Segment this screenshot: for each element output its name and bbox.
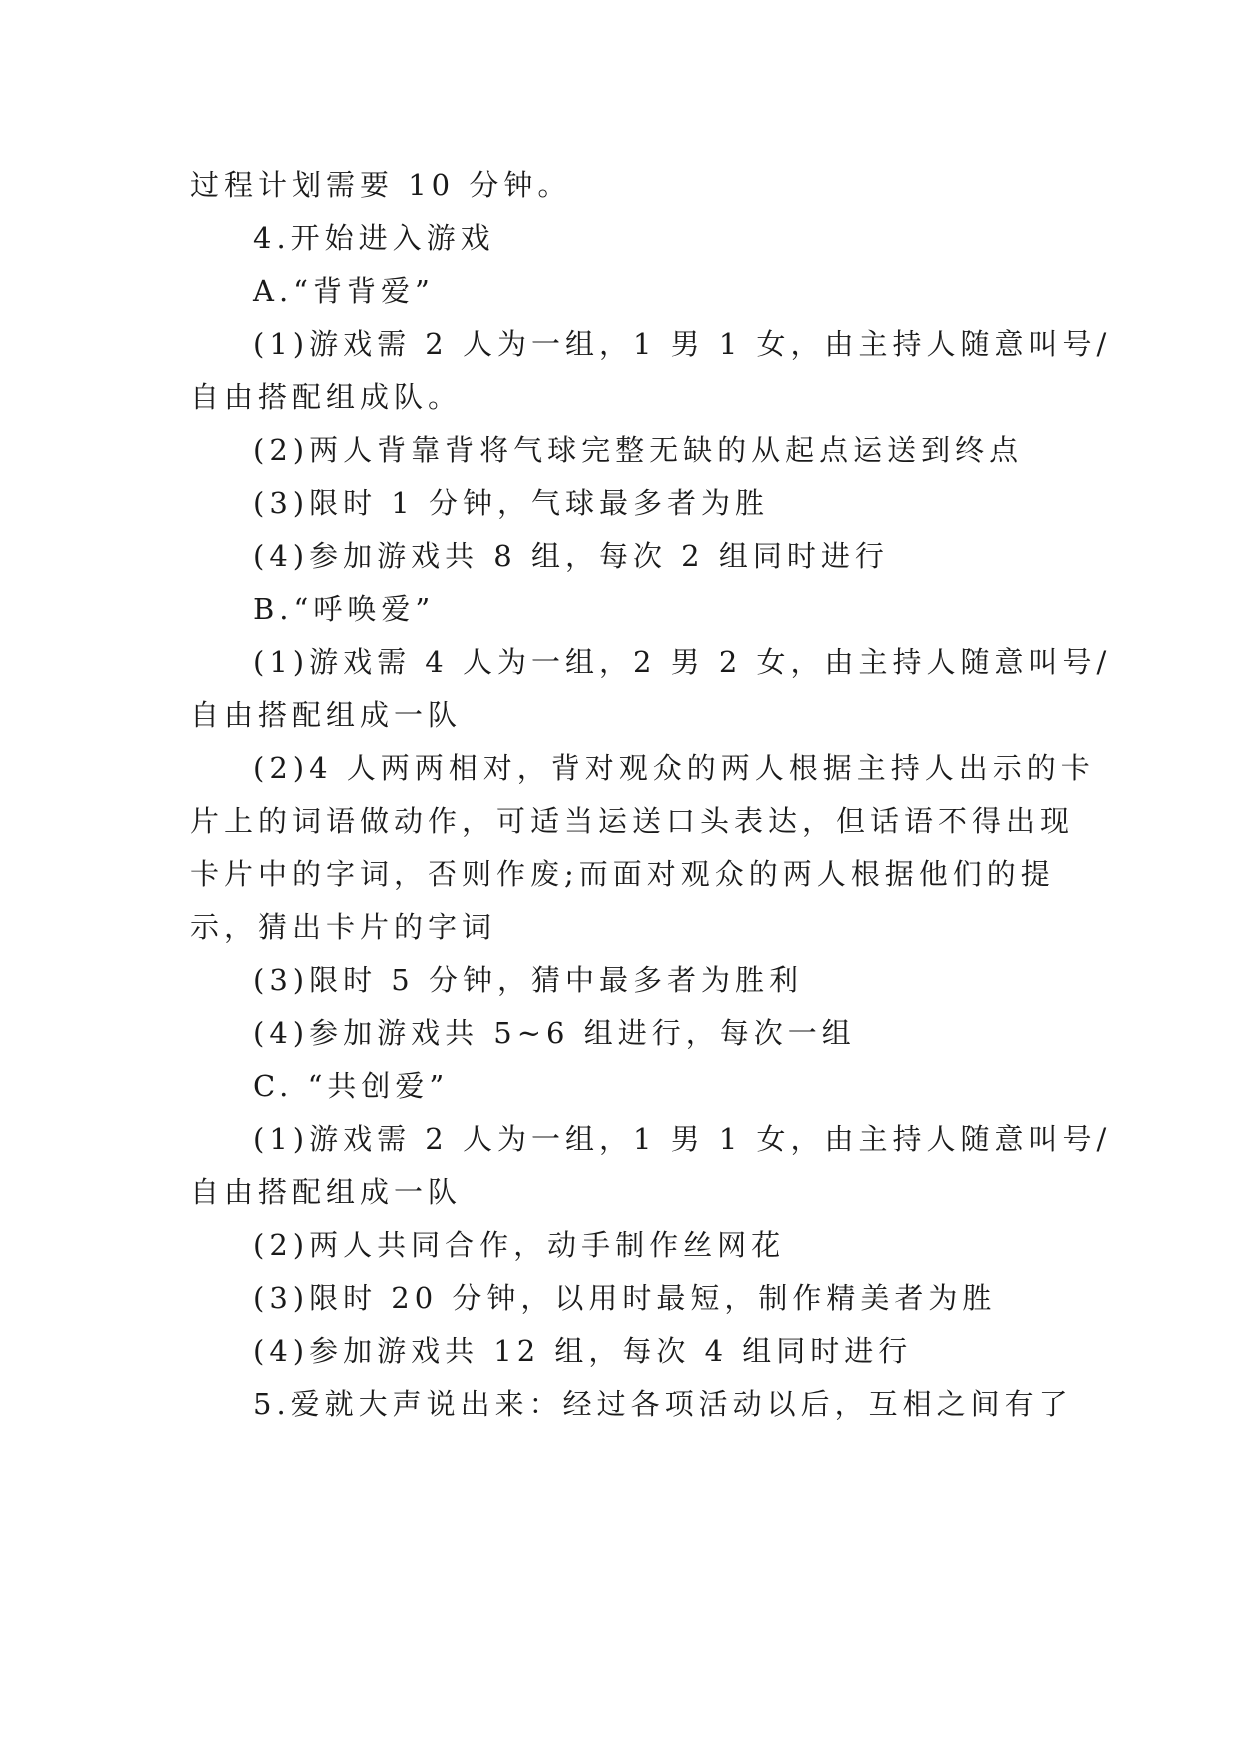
rule-item: (3)限时 20 分钟，以用时最短，制作精美者为胜 [253, 1281, 997, 1315]
rule-item: (2)两人背靠背将气球完整无缺的从起点运送到终点 [253, 433, 1024, 467]
text-line: 示，猜出卡片的字词 [190, 910, 497, 944]
game-title: B.“呼唤爱” [253, 592, 436, 626]
rule-item: (3)限时 1 分钟，气球最多者为胜 [253, 486, 769, 520]
rule-item: (1)游戏需 2 人为一组，1 男 1 女，由主持人随意叫号/ [253, 327, 1112, 361]
text-line: 卡片中的字词，否则作废;而面对观众的两人根据他们的提 [190, 857, 1055, 891]
rule-item: (3)限时 5 分钟，猜中最多者为胜利 [253, 963, 803, 997]
rule-item: (4)参加游戏共 8 组，每次 2 组同时进行 [253, 539, 889, 573]
text-line: 过程计划需要 10 分钟。 [190, 168, 572, 202]
section-heading: 4.开始进入游戏 [253, 221, 495, 255]
text-line: 自由搭配组成队。 [190, 380, 463, 414]
text-line: 片上的词语做动作，可适当运送口头表达，但话语不得出现 [190, 804, 1075, 838]
text-line: 自由搭配组成一队 [190, 1175, 463, 1209]
rule-item: (4)参加游戏共 12 组，每次 4 组同时进行 [253, 1334, 913, 1368]
section-heading: 5.爱就大声说出来：经过各项活动以后，互相之间有了 [253, 1387, 1073, 1421]
game-title: A.“背背爱” [253, 274, 435, 308]
game-title: C. “共创爱” [253, 1069, 450, 1103]
rule-item: (4)参加游戏共 5~6 组进行，每次一组 [253, 1016, 856, 1050]
text-line: 自由搭配组成一队 [190, 698, 463, 732]
rule-item: (2)两人共同合作，动手制作丝网花 [253, 1228, 786, 1262]
rule-item: (1)游戏需 2 人为一组，1 男 1 女，由主持人随意叫号/ [253, 1122, 1112, 1156]
rule-item: (2)4 人两两相对，背对观众的两人根据主持人出示的卡 [253, 751, 1095, 785]
rule-item: (1)游戏需 4 人为一组，2 男 2 女，由主持人随意叫号/ [253, 645, 1112, 679]
